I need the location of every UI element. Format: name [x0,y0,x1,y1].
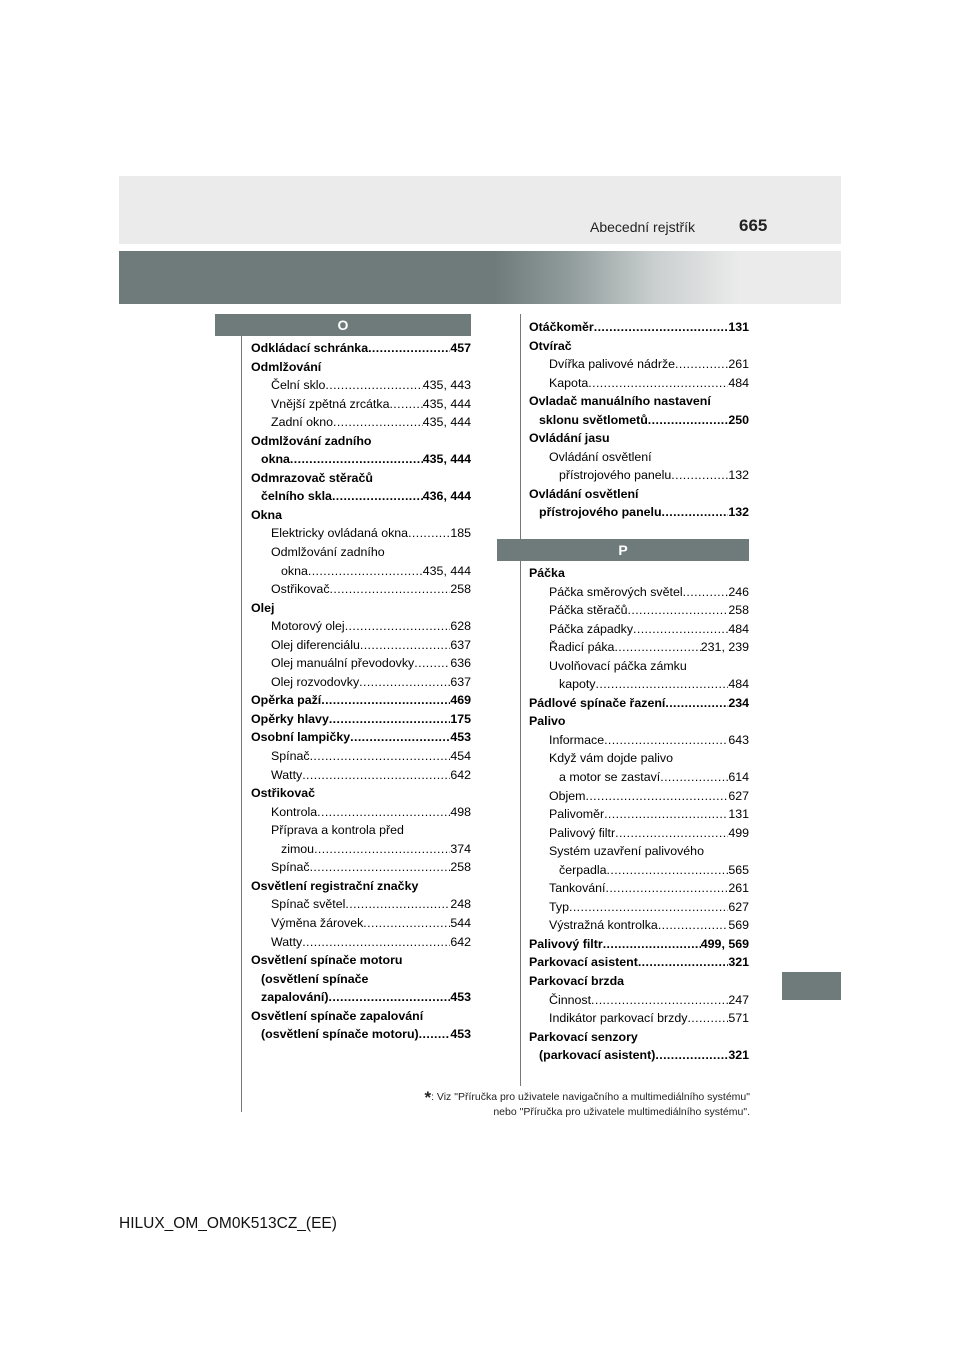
index-entry-term: Odmlžování zadního [251,433,372,448]
index-entry [251,728,471,747]
index-entry [251,988,471,1007]
index-entry-term: zapalování) [261,990,329,1005]
index-entry-leader [330,580,451,599]
index-list-right-o [529,318,749,522]
index-entry-leader [308,562,423,581]
index-entry [251,1007,471,1026]
index-entry [529,935,749,954]
index-entry [529,583,749,602]
index-entry-term: (parkovací asistent) [539,1048,656,1063]
index-entry-term: Páčka západky [549,621,634,636]
index-entry [529,824,749,843]
index-entry-leader [596,675,729,694]
index-entry-page: 374 [450,841,471,856]
index-entry-leader [633,620,728,639]
index-entry-term: Páčka směrových světel [549,584,683,599]
index-entry-term: Olej manuální převodovky [271,656,415,671]
index-entry-term: Řadicí páka [549,640,615,655]
index-entry-leader [332,487,423,506]
index-entry-term: Odmlžování [251,359,322,374]
page-number: 665 [739,216,768,235]
index-entry [251,339,471,358]
index-entry-term: Elektricky ovládaná okna [271,526,409,541]
index-entry-leader [658,916,729,935]
index-entry-term: Parkovací senzory [529,1029,638,1044]
index-entry-term: Výměna žárovek [271,915,364,930]
index-entry-leader [419,1025,451,1044]
header-band [119,251,841,304]
index-entry-page: 435, 444 [422,396,471,411]
index-entry-leader [389,395,422,414]
index-entry [529,861,749,880]
index-entry [251,450,471,469]
index-entry-term: Vnější zpětná zrcátka [271,396,390,411]
index-entry-page: 457 [450,341,471,355]
index-entry-term: Osvětlení registrační značky [251,878,419,893]
index-entry-page: 636 [450,656,471,671]
index-entry [529,675,749,694]
index-entry [251,803,471,822]
section-header-p: P [497,539,749,561]
index-entry-page: 435, 444 [422,452,471,467]
index-entry-term: Ostřikovač [251,786,316,801]
index-entry-term: (osvětlení spínače motoru) [261,1027,419,1042]
index-entry-term: Osvětlení spínače zapalování [251,1008,424,1023]
index-entry-leader [414,654,450,673]
index-entry [529,768,749,787]
index-entry-leader [360,636,450,655]
index-entry [251,673,471,692]
index-entry-leader [604,731,728,750]
index-entry-term: kapoty [559,677,596,692]
index-entry [529,731,749,750]
index-entry [529,991,749,1010]
index-entry [251,858,471,877]
index-entry-term: Osobní lampičky [251,730,351,745]
index-entry-page: 642 [450,934,471,949]
index-entry-leader [302,766,450,785]
index-entry-term: přístrojového panelu [559,468,672,483]
index-entry-term: Otvírač [529,338,572,353]
index-entry-leader [683,583,729,602]
index-entry-term: Odmrazovač stěračů [251,470,373,485]
index-entry-page: 258 [450,860,471,875]
index-entry-term: Otáčkoměr [529,320,594,334]
index-entry-term: Typ [549,899,569,914]
index-entry-page: 436, 444 [422,489,471,504]
index-entry-leader [569,898,728,917]
index-entry-term: Olej diferenciálu [271,637,360,652]
index-entry-page: 499, 569 [700,936,749,951]
index-entry-term: Odkládací schránka [251,341,369,355]
index-entry-term: Okna [251,507,282,522]
index-entry-leader [333,413,423,432]
index-entry [529,1009,749,1028]
index-entry-page: 498 [450,804,471,819]
index-entry-leader [594,318,729,337]
index-entry-term: Výstražná kontrolka [549,918,658,933]
index-entry-page: 569 [728,918,749,933]
index-entry [251,933,471,952]
document-code: HILUX_OM_OM0K513CZ_(EE) [119,1215,337,1232]
index-entry-term: a motor se zastaví [559,770,661,785]
index-entry-page: 484 [728,621,749,636]
index-entry-term: Ovládání osvětlení [549,449,652,464]
index-entry [251,432,471,451]
index-entry-term: Příprava a kontrola před [271,823,404,838]
index-entry-term: Páčka [529,566,565,580]
index-entry-term: Spínač [271,749,310,764]
index-entry-page: 454 [450,749,471,764]
index-entry [251,395,471,414]
index-entry [251,543,471,562]
index-entry-leader [290,450,423,469]
index-entry [529,1046,749,1065]
index-entry-term: okna [261,452,290,467]
index-entry-leader [408,524,450,543]
index-entry-term: sklonu světlometů [539,412,648,427]
index-entry [529,898,749,917]
index-entry [529,712,749,731]
index-entry-leader [317,803,450,822]
index-entry [529,972,749,991]
index-entry [251,877,471,896]
index-entry-page: 544 [450,915,471,930]
index-entry [529,337,749,356]
index-entry-leader [591,991,728,1010]
index-entry [251,562,471,581]
index-entry-page: 499 [728,825,749,840]
index-entry-term: Palivový filtr [549,825,616,840]
index-entry-term: Palivoměr [549,807,605,822]
index-entry-leader [665,694,728,713]
index-entry-leader [604,805,728,824]
index-entry-term: Informace [549,732,605,747]
index-entry-page: 643 [728,732,749,747]
index-entry [251,951,471,970]
index-entry-leader [586,787,729,806]
index-entry-leader [310,747,451,766]
header-bar [119,176,841,244]
index-entry [529,1028,749,1047]
section-header-o: O [215,314,471,336]
index-entry-term: Olej rozvodovky [271,674,360,689]
footnote-line-2: nebo "Příručka pro uživatele multimediálního systému". [493,1106,750,1118]
index-entry-term: Páčka stěračů [549,603,628,618]
index-entry [251,636,471,655]
index-entry-page: 132 [728,505,749,520]
index-entry [529,374,749,393]
index-entry [529,879,749,898]
index-entry-leader [310,858,451,877]
index-entry-leader [603,935,701,954]
index-entry-term: (osvětlení spínače [261,971,369,986]
index-entry-term: Když vám dojde palivo [549,751,673,766]
index-entry-leader [605,879,728,898]
index-entry-page: 175 [450,711,471,726]
index-entry-page: 250 [728,412,749,427]
index-entry-page: 246 [728,584,749,599]
index-entry-term: Činnost [549,992,592,1007]
index-entry-term: Ovladač manuálního nastavení [529,394,711,409]
index-list-right-p [529,564,749,1065]
index-entry [529,694,749,713]
index-entry-term: Indikátor parkovací brzdy [549,1011,688,1026]
index-entry [251,487,471,506]
index-entry [529,466,749,485]
index-column-right-o [529,318,749,522]
index-entry-leader [329,710,450,729]
index-entry-page: 614 [728,770,749,785]
index-entry-leader [350,728,450,747]
index-entry-leader [345,617,451,636]
index-entry-leader [588,374,728,393]
index-entry-page: 131 [728,320,749,334]
index-entry-term: Opěrky hlavy [251,711,329,726]
index-entry-term: Zadní okno [271,415,333,430]
index-entry-page: 248 [450,897,471,912]
index-entry-leader [325,376,422,395]
index-entry-leader [687,1009,728,1028]
index-entry-term: Systém uzavření palivového [549,844,704,859]
index-entry-page: 627 [728,899,749,914]
index-entry-leader [675,355,728,374]
index-entry-leader [671,466,728,485]
index-entry-leader [655,1046,728,1065]
index-entry [529,564,749,583]
index-entry [529,842,749,861]
index-entry [529,787,749,806]
index-entry-page: 258 [450,582,471,597]
index-entry [529,749,749,768]
index-entry [251,1025,471,1044]
index-entry-term: Pádlové spínače řazení [529,695,666,710]
index-entry [251,710,471,729]
index-entry [251,821,471,840]
index-entry-term: Palivo [529,714,566,729]
index-entry-term: čerpadla [559,862,607,877]
index-column-left [251,339,471,1044]
index-entry-leader [615,824,728,843]
index-entry-leader [660,768,728,787]
index-entry [529,429,749,448]
index-entry-page: 435, 443 [422,378,471,393]
footnote-star: * [424,1088,432,1107]
index-entry-page: 435, 444 [422,563,471,578]
index-entry-page: 131 [728,807,749,822]
index-entry-term: Uvolňovací páčka zámku [549,658,687,673]
index-entry [251,524,471,543]
index-entry-leader [662,503,729,522]
index-entry-term: Olej [251,600,275,615]
index-entry [251,970,471,989]
index-entry-leader [345,895,450,914]
index-entry-term: čelního skla [261,489,332,504]
index-entry-term: Dvířka palivové nádrže [549,357,676,372]
index-entry-page: 627 [728,788,749,803]
section-side-tab [782,972,841,1000]
index-entry [251,376,471,395]
index-entry-leader [359,673,450,692]
index-entry-page: 234 [728,695,749,710]
index-entry [251,358,471,377]
index-entry [251,580,471,599]
index-entry-page: 637 [450,674,471,689]
index-entry-term: Kontrola [271,804,318,819]
index-entry-term: Kapota [549,375,589,390]
index-list-left [251,339,471,1044]
index-entry-page: 565 [728,862,749,877]
index-entry-page: 321 [728,955,749,970]
index-entry [529,485,749,504]
index-entry-leader [328,988,450,1007]
left-margin-line [241,314,242,1112]
index-entry [251,469,471,488]
index-entry [251,506,471,525]
index-entry-page: 132 [728,468,749,483]
index-entry [251,617,471,636]
index-entry-term: Ovládání osvětlení [529,486,639,501]
index-entry [529,620,749,639]
index-entry-leader [607,861,729,880]
index-entry-leader [648,411,729,430]
index-entry-term: Osvětlení spínače motoru [251,953,403,968]
index-entry [251,654,471,673]
index-entry [529,638,749,657]
index-entry-page: 261 [728,881,749,896]
index-entry [529,657,749,676]
index-entry-term: Spínač světel [271,897,346,912]
footnote [330,1090,750,1119]
index-entry-page: 469 [450,693,471,708]
index-entry [251,413,471,432]
page-title: Abecední rejstřík [590,219,696,235]
index-entry-term: Watty [271,767,303,782]
index-entry-leader [368,339,450,358]
index-entry-page: 484 [728,375,749,390]
index-entry-term: Ostřikovač [271,582,330,597]
index-entry [529,448,749,467]
index-column-right-p [529,564,749,1065]
index-entry-term: Parkovací asistent [529,955,638,970]
index-entry [529,805,749,824]
index-entry-page: 261 [728,357,749,372]
index-entry-term: Čelní sklo [271,378,326,393]
index-entry-page: 453 [450,1027,471,1042]
index-entry-term: Motorový olej [271,619,345,634]
index-entry-leader [614,638,700,657]
index-entry [251,914,471,933]
index-entry-leader [302,933,450,952]
index-entry [251,895,471,914]
index-entry-page: 642 [450,767,471,782]
index-entry-page: 231, 239 [700,640,749,655]
index-entry-term: Objem [549,788,586,803]
index-entry [251,766,471,785]
index-entry-page: 321 [728,1048,749,1063]
index-entry [251,599,471,618]
index-entry [529,355,749,374]
index-entry-term: Opěrka paží [251,693,322,708]
index-entry [529,601,749,620]
column-divider-line [520,314,521,1086]
index-entry-term: Parkovací brzda [529,974,625,989]
index-entry-term: zimou [281,841,315,856]
index-entry [529,318,749,337]
index-entry-page: 453 [450,990,471,1005]
index-entry-page: 571 [728,1011,749,1026]
index-entry-page: 453 [450,730,471,745]
index-entry-leader [638,953,728,972]
index-entry-term: Tankování [549,881,606,896]
index-entry [251,747,471,766]
index-entry-page: 484 [728,677,749,692]
index-entry-page: 258 [728,603,749,618]
index-entry [251,840,471,859]
index-entry-term: Spínač [271,860,310,875]
index-entry-leader [363,914,450,933]
index-entry [251,784,471,803]
index-entry-page: 247 [728,992,749,1007]
index-entry [529,411,749,430]
index-entry [529,503,749,522]
index-entry-leader [321,691,450,710]
index-entry [251,691,471,710]
index-entry-term: Palivový filtr [529,936,603,951]
index-entry-page: 435, 444 [422,415,471,430]
index-entry [529,916,749,935]
index-entry-page: 628 [450,619,471,634]
index-entry-page: 185 [450,526,471,541]
index-entry-leader [314,840,450,859]
index-entry-term: přístrojového panelu [539,505,662,520]
index-entry [529,392,749,411]
index-entry-term: Ovládání jasu [529,431,610,446]
index-entry-term: okna [281,563,308,578]
index-entry [529,953,749,972]
index-entry-page: 637 [450,637,471,652]
footnote-line-1: : Viz "Příručka pro uživatele navigačního a multimediálního systému" [431,1091,750,1103]
index-entry-leader [628,601,729,620]
index-entry-term: Watty [271,934,303,949]
index-entry-term: Odmlžování zadního [271,545,385,560]
